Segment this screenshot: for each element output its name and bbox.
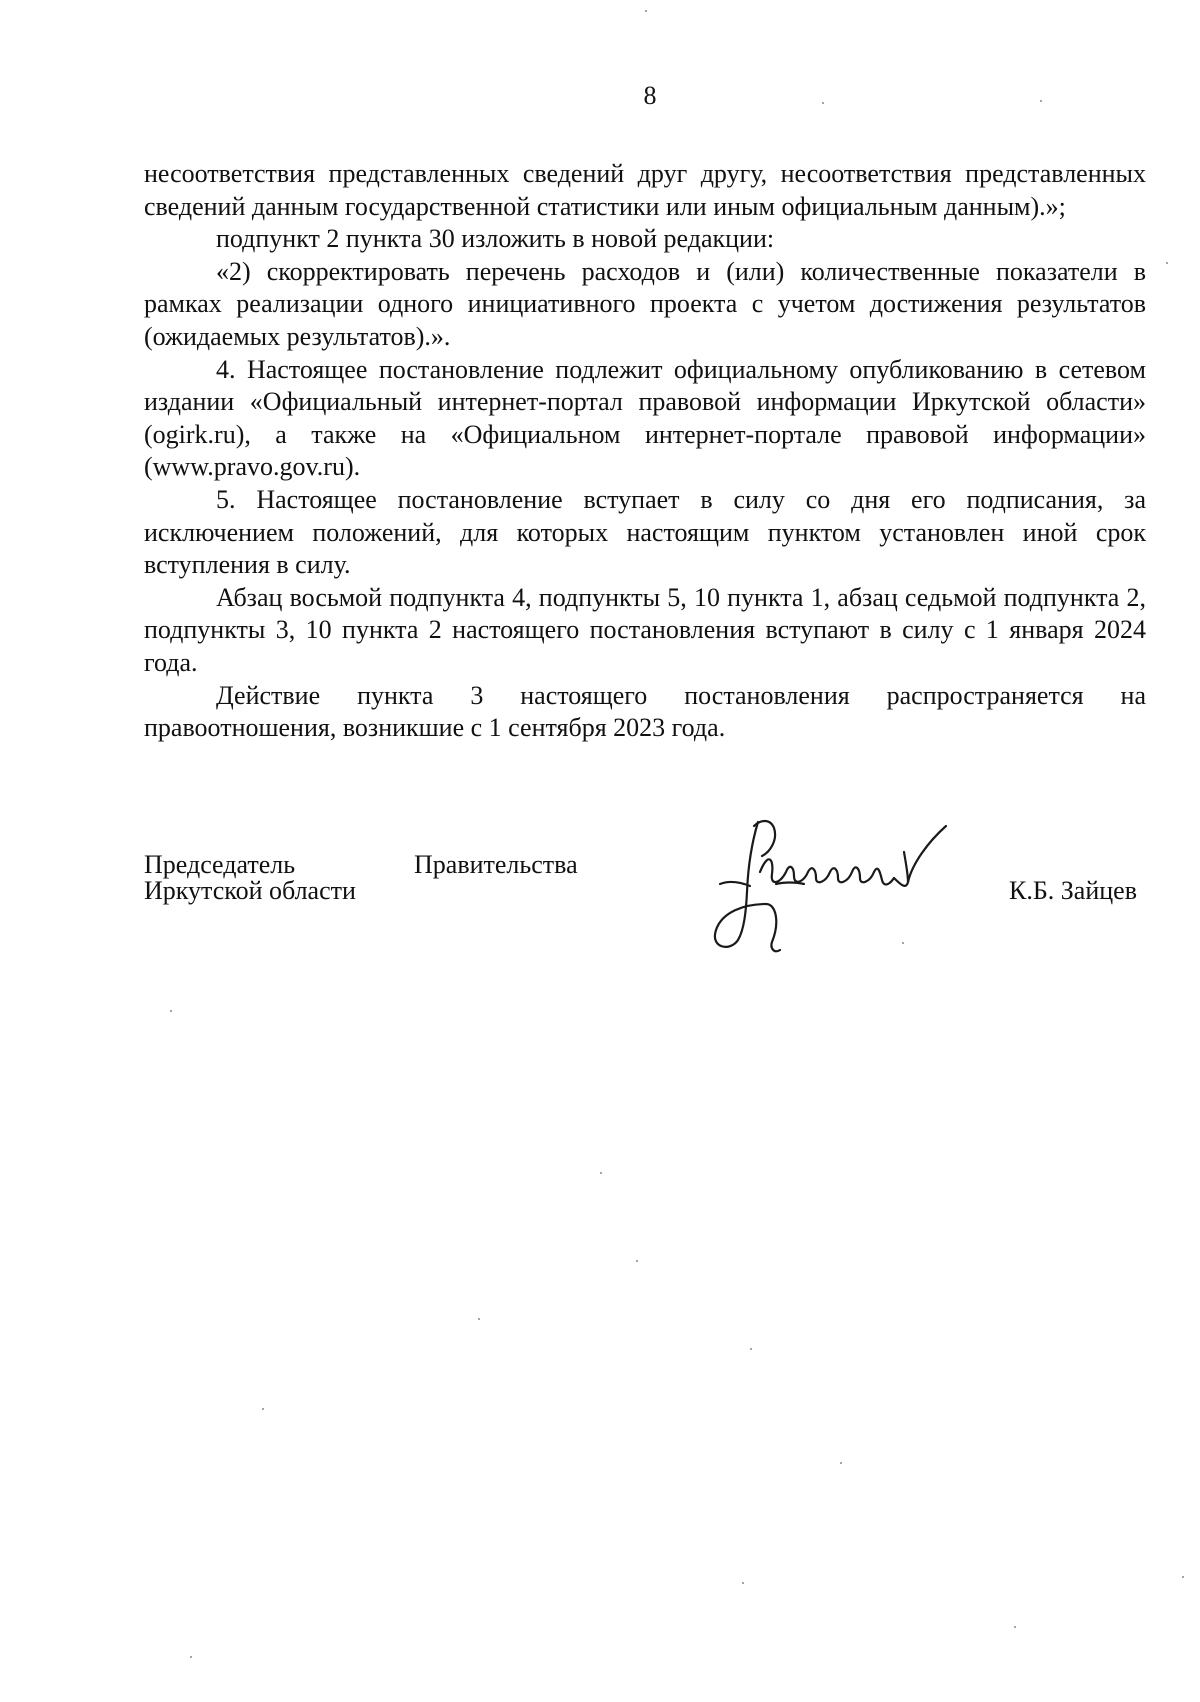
scan-speck bbox=[822, 102, 824, 104]
scan-speck bbox=[262, 1408, 264, 1410]
scan-speck bbox=[600, 1172, 602, 1174]
paragraph-7: Действие пункта 3 настоящего постановления распространяется на правоотношения, возникшие с 1 сентября 2023 года. bbox=[144, 680, 1146, 743]
scan-speck bbox=[1182, 1576, 1184, 1578]
signatory-position-line1: Председатель bbox=[144, 850, 296, 879]
scan-speck bbox=[742, 1582, 744, 1584]
signatory-position-line1-right: Правительства bbox=[414, 850, 578, 879]
scan-speck bbox=[1040, 100, 1042, 102]
signatory-position-line2: Иркутской области bbox=[144, 876, 356, 905]
scan-speck bbox=[478, 1318, 480, 1320]
scan-speck bbox=[902, 942, 904, 944]
signature-block bbox=[144, 852, 1154, 972]
paragraph-3: «2) скорректировать перечень расходов и (или) количественные показатели в рамках реализации одного инициативного проекта с учетом достижения результатов (ожидаемых результатов).». bbox=[144, 256, 1146, 351]
handwritten-signature bbox=[700, 812, 960, 962]
scan-speck bbox=[1166, 262, 1168, 264]
scan-speck bbox=[636, 1260, 638, 1262]
paragraph-5: 5. Настоящее постановление вступает в силу со дня его подписания, за исключением положений, для которых настоящим пунктом установлен иной срок вступления в силу. bbox=[144, 484, 1146, 580]
paragraph-6: Абзац восьмой подпункта 4, подпункты 5, 10 пункта 1, абзац седьмой подпункта 2, подпункты 3, 10 пункта 2 настоящего постановления вступают в силу с 1 января 2024 года. bbox=[144, 582, 1146, 677]
paragraph-2: подпункт 2 пункта 30 изложить в новой редакции: bbox=[216, 224, 775, 254]
paragraph-4: 4. Настоящее постановление подлежит официальному опубликованию в сетевом издании «Официальный интернет-портал правовой информации Иркутской области» (ogirk.ru), а также на «Официальном интернет-портале правовой информации» (www.pravo.gov.ru). bbox=[144, 354, 1146, 482]
scan-speck bbox=[1014, 1626, 1016, 1628]
signatory-name: К.Б. Зайцев bbox=[1009, 876, 1137, 905]
document-body bbox=[144, 158, 1146, 745]
page-number: 8 bbox=[643, 81, 657, 110]
scan-speck bbox=[750, 1348, 752, 1350]
paragraph-1: несоответствия представленных сведений друг другу, несоответствия представленных сведений данным государственной статистики или иным официальным данным).»; bbox=[144, 159, 1146, 221]
scan-speck bbox=[170, 1010, 172, 1012]
scan-speck bbox=[190, 1656, 192, 1658]
scan-speck bbox=[840, 1462, 842, 1464]
scan-speck bbox=[645, 10, 647, 12]
